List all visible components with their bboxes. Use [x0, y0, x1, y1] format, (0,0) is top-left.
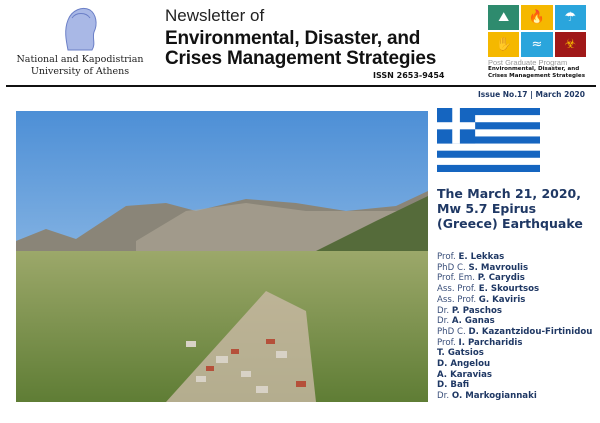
newsletter-prefix: Newsletter of	[165, 6, 265, 25]
author-title: Dr.	[437, 305, 450, 316]
program-logo	[488, 5, 586, 57]
issue-info: Issue No.17 | March 2020	[478, 90, 585, 99]
university-name: National and Kapodistrian University of Athens	[16, 54, 144, 77]
program-title: Post Graduate Program	[488, 58, 568, 67]
author-title: PhD C.	[437, 262, 466, 273]
author-name: P. Paschos	[451, 305, 503, 316]
author-title: Dr.	[437, 391, 450, 402]
author-item	[437, 284, 592, 295]
storm-icon: ☂	[555, 5, 586, 30]
author-item	[437, 316, 592, 327]
author-title: PhD C.	[437, 326, 466, 337]
author-item	[437, 263, 592, 274]
header-divider	[6, 85, 596, 87]
author-name: A. Ganas	[451, 316, 495, 327]
author-name: T. Gatsios	[437, 348, 484, 359]
landslide-icon: ⛰	[488, 5, 519, 30]
author-name: G. Kaviris	[478, 294, 526, 305]
author-title: Prof.	[437, 337, 456, 348]
author-item	[437, 391, 592, 402]
newsletter-title-line1: Environmental, Disaster, and	[165, 28, 421, 49]
article-headline: The March 21, 2020, Mw 5.7 Epirus (Greece) Earthquake	[437, 186, 583, 231]
cover-photo-epirus-valley	[16, 111, 428, 402]
author-title: Ass. Prof.	[437, 294, 477, 305]
program-subtitle: Environmental, Disaster, and Crises Management Strategies	[488, 66, 586, 79]
author-name: O. Markogiannaki	[451, 391, 537, 402]
issn: ISSN 2653-9454	[373, 71, 445, 80]
author-item	[437, 306, 592, 317]
tsunami-icon: ≈	[521, 32, 552, 57]
author-title: Ass. Prof.	[437, 284, 477, 295]
author-item	[437, 327, 592, 338]
author-title: Prof. Em.	[437, 273, 476, 284]
author-item	[437, 252, 592, 263]
author-item	[437, 348, 592, 359]
fire-icon: 🔥	[521, 5, 552, 30]
author-name: D. Angelou	[437, 359, 491, 370]
author-item	[437, 359, 592, 370]
author-item	[437, 295, 592, 306]
author-name: A. Karavias	[437, 369, 493, 380]
author-list	[437, 252, 592, 402]
greek-flag	[437, 108, 540, 172]
author-item	[437, 273, 592, 284]
biohazard-icon: ☣	[555, 32, 586, 57]
author-title: Dr.	[437, 316, 450, 327]
author-name: D. Bafi	[437, 380, 470, 391]
people-icon: ✋	[488, 32, 519, 57]
author-item	[437, 370, 592, 381]
author-name: E. Lekkas	[458, 252, 505, 262]
author-name: S. Mavroulis	[468, 262, 529, 273]
author-name: P. Carydis	[477, 273, 525, 284]
newsletter-title-line2: Crises Management Strategies	[165, 48, 437, 69]
author-item	[437, 380, 592, 391]
author-title: Prof.	[437, 252, 456, 262]
author-name: D. Kazantzidou-Firtinidou	[468, 326, 593, 337]
author-name: E. Skourtsos	[478, 284, 540, 295]
author-name: I. Parcharidis	[458, 337, 523, 348]
author-item	[437, 338, 592, 349]
athena-logo	[58, 4, 102, 52]
